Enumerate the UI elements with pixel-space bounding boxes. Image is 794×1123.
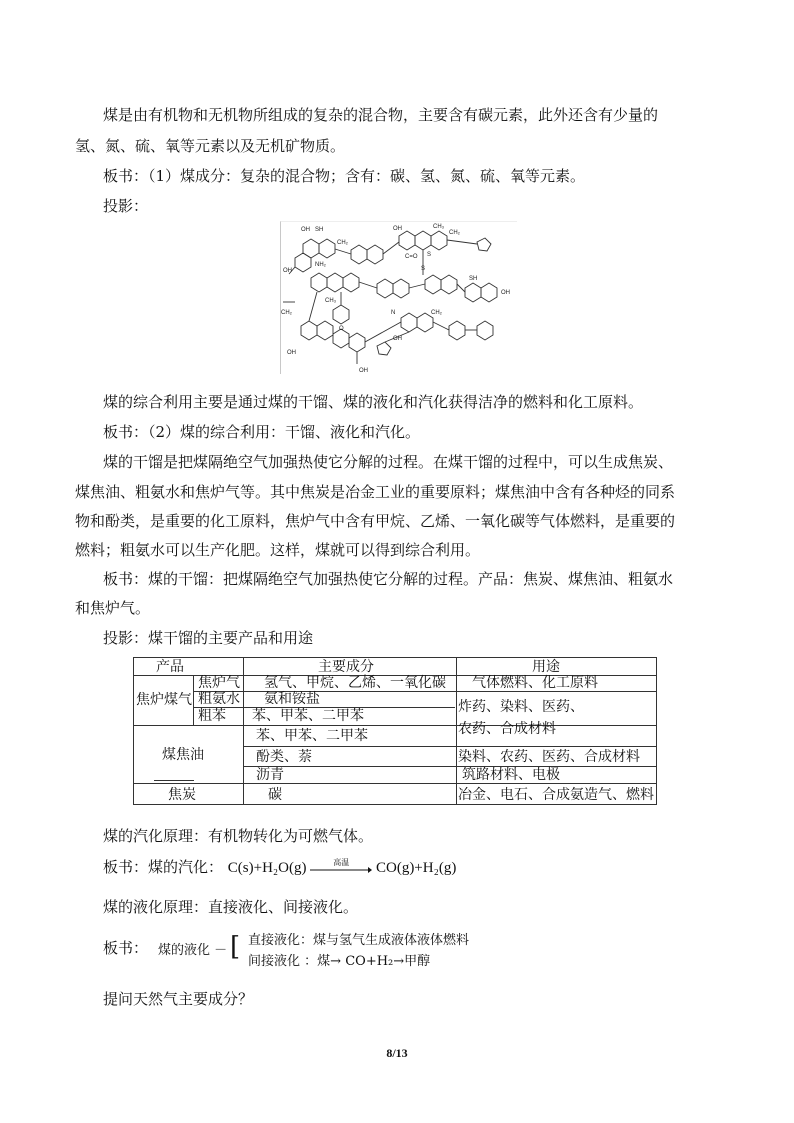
liquefaction-indirect-end: 甲醇 bbox=[404, 954, 431, 969]
equation-arrow bbox=[310, 857, 372, 876]
label-ch3-2: CH₃ bbox=[325, 298, 337, 304]
paragraph-comprehensive-use: 煤的综合利用主要是通过煤的干馏、煤的液化和汽化获得洁净的燃料和化工原料。 bbox=[103, 393, 644, 411]
bracket-icon: [ bbox=[230, 932, 241, 962]
label-oh-5: OH bbox=[287, 350, 296, 356]
board-note-gasification bbox=[103, 856, 456, 879]
table-cell-crude-benzene-composition: 苯、甲苯、二甲苯 bbox=[252, 708, 364, 724]
paragraph-coal-composition-cont: 氢、氮、硫、氧等元素以及无机矿物质。 bbox=[75, 137, 346, 155]
paragraph-gasification-principle: 煤的汽化原理：有机物转化为可燃气体。 bbox=[103, 827, 374, 845]
board-note-liquefaction-label: 板书： bbox=[103, 939, 149, 957]
liquefaction-direct: 直接液化：煤与氢气生成液体液体燃料 bbox=[248, 933, 470, 948]
table-cell-coke-oven-gas-use: 气体燃料、化工原料 bbox=[472, 675, 598, 691]
table-cell-coke-oven-gas-composition: 氢气、甲烷、乙烯、一氧化碳 bbox=[264, 675, 446, 691]
liquefaction-title bbox=[158, 940, 227, 962]
paragraph-dry-distillation-3: 物和酚类，是重要的化工原料，焦炉气中含有甲烷、乙烯、一氧化碳等气体燃料，是重要的 bbox=[75, 512, 676, 530]
liquefaction-title-text: 煤的液化 bbox=[158, 943, 211, 958]
table-cell-coke: 焦炭 bbox=[168, 787, 196, 803]
board-note-gasification-label: 板书：煤的汽化： bbox=[103, 858, 224, 876]
gasification-equation bbox=[227, 857, 457, 876]
table-cell-coal-tar: 煤焦油 bbox=[162, 747, 204, 763]
liquefaction-indirect-mid: CO+H₂ bbox=[345, 954, 394, 969]
projection-label-products: 投影：煤干馏的主要产品和用途 bbox=[103, 629, 314, 647]
projection-label: 投影： bbox=[103, 197, 149, 215]
table-cell-coal-tar-composition-2: 酚类、萘 bbox=[256, 749, 312, 765]
table-cell-coke-use: 冶金、电石、合成氨造气、燃料 bbox=[458, 787, 654, 803]
board-note-comprehensive-use: 板书：（2）煤的综合利用：干馏、液化和汽化。 bbox=[103, 423, 421, 441]
table-cell-coke-composition: 碳 bbox=[268, 787, 282, 803]
page-number: 8/13 bbox=[386, 1046, 408, 1060]
equation-reactants: C(s)+H₂O(g) bbox=[227, 860, 307, 876]
board-note-dry-distillation-cont: 和焦炉气。 bbox=[75, 599, 151, 617]
label-ch2-3: CH₂ bbox=[281, 310, 292, 316]
label-oh-7: OH bbox=[393, 336, 402, 342]
table-header-composition: 主要成分 bbox=[318, 659, 374, 675]
right-arrow-icon: → bbox=[393, 954, 405, 969]
table-cell-coke-oven-gas: 焦炉气 bbox=[198, 675, 240, 691]
question-natural-gas: 提问天然气主要成分？ bbox=[103, 990, 254, 1008]
liquefaction-indirect bbox=[248, 951, 430, 973]
equation-condition: 高温 bbox=[333, 857, 350, 867]
label-s: S bbox=[427, 252, 432, 258]
molecule-diagram bbox=[281, 222, 517, 374]
label-o: O bbox=[339, 326, 344, 332]
paragraph-coal-composition: 煤是由有机物和无机物所组成的复杂的混合物，主要含有碳元素，此外还含有少量的 bbox=[103, 106, 659, 124]
paragraph-dry-distillation-1: 煤的干馏是把煤隔绝空气加强热使它分解的过程。在煤干馏的过程中，可以生成焦炭、 bbox=[103, 453, 674, 471]
right-arrow-icon bbox=[310, 866, 372, 874]
label-oh-3: OH bbox=[501, 290, 510, 296]
table-header-product: 产品 bbox=[156, 659, 184, 675]
label-s-2: S bbox=[421, 266, 426, 272]
table-cell-crude-benzene: 粗苯 bbox=[198, 708, 226, 724]
table-cell-coal-tar-use-2: 染料、农药、医药、合成材料 bbox=[458, 749, 640, 765]
label-sh-2: SH bbox=[469, 276, 478, 282]
liquefaction-indirect-colon: ：煤 bbox=[304, 954, 331, 969]
board-note-dry-distillation: 板书：煤的干馏：把煤隔绝空气加强热使它分解的过程。产品：焦炭、煤焦油、粗氨水 bbox=[103, 570, 674, 588]
table-group-coke-oven-gas: 焦炉煤气 bbox=[136, 692, 192, 708]
dry-distillation-products-table bbox=[133, 657, 657, 805]
table-cell-coal-tar-use-3: 筑路材料、电极 bbox=[462, 767, 560, 783]
board-note-composition: 板书：（1）煤成分：复杂的混合物；含有：碳、氢、氮、硫、氧等元素。 bbox=[103, 167, 586, 185]
paragraph-liquefaction-principle: 煤的液化原理：直接液化、间接液化。 bbox=[103, 898, 359, 916]
table-header-use: 用途 bbox=[532, 659, 560, 675]
label-ch2-4: CH₂ bbox=[431, 310, 442, 316]
label-ch2: CH₂ bbox=[337, 240, 348, 246]
table-cell-use-explosives: 炸药、染料、医药、 bbox=[458, 699, 584, 715]
table-cell-crude-ammonia-composition: 氨和铵盐 bbox=[264, 691, 320, 707]
label-ch2-2: CH₂ bbox=[449, 230, 460, 236]
table-cell-coal-tar-composition-1: 苯、甲苯、二甲苯 bbox=[256, 728, 368, 744]
label-ch3: CH₃ bbox=[433, 224, 445, 230]
label-oh-2: OH bbox=[393, 226, 402, 232]
table-cell-use-pesticides: 农药、合成材料 bbox=[458, 721, 556, 737]
liquefaction-dash: － bbox=[214, 943, 228, 958]
coal-molecular-structure-image bbox=[280, 221, 517, 374]
label-oh: OH bbox=[301, 227, 310, 233]
label-oh-4: OH bbox=[283, 268, 292, 274]
liquefaction-indirect-label: 间接液化 bbox=[248, 954, 301, 969]
right-arrow-icon: → bbox=[330, 954, 342, 969]
equation-products: CO(g)+H₂(g) bbox=[375, 860, 457, 876]
label-sh: SH bbox=[315, 227, 324, 233]
paragraph-dry-distillation-4: 燃料；粗氨水可以生产化肥。这样，煤就可以得到综合利用。 bbox=[75, 541, 481, 559]
label-coh: C=O bbox=[405, 254, 418, 260]
label-nh2: NH₂ bbox=[315, 262, 326, 268]
label-n: N bbox=[391, 310, 396, 316]
label-oh-6: OH bbox=[359, 368, 368, 374]
paragraph-dry-distillation-2: 煤焦油、粗氨水和焦炉气等。其中焦炭是冶金工业的重要原料；煤焦油中含有各种烃的同系 bbox=[75, 483, 676, 501]
table-cell-crude-ammonia: 粗氨水 bbox=[198, 691, 240, 707]
table-cell-coal-tar-composition-3: 沥青 bbox=[256, 767, 284, 783]
